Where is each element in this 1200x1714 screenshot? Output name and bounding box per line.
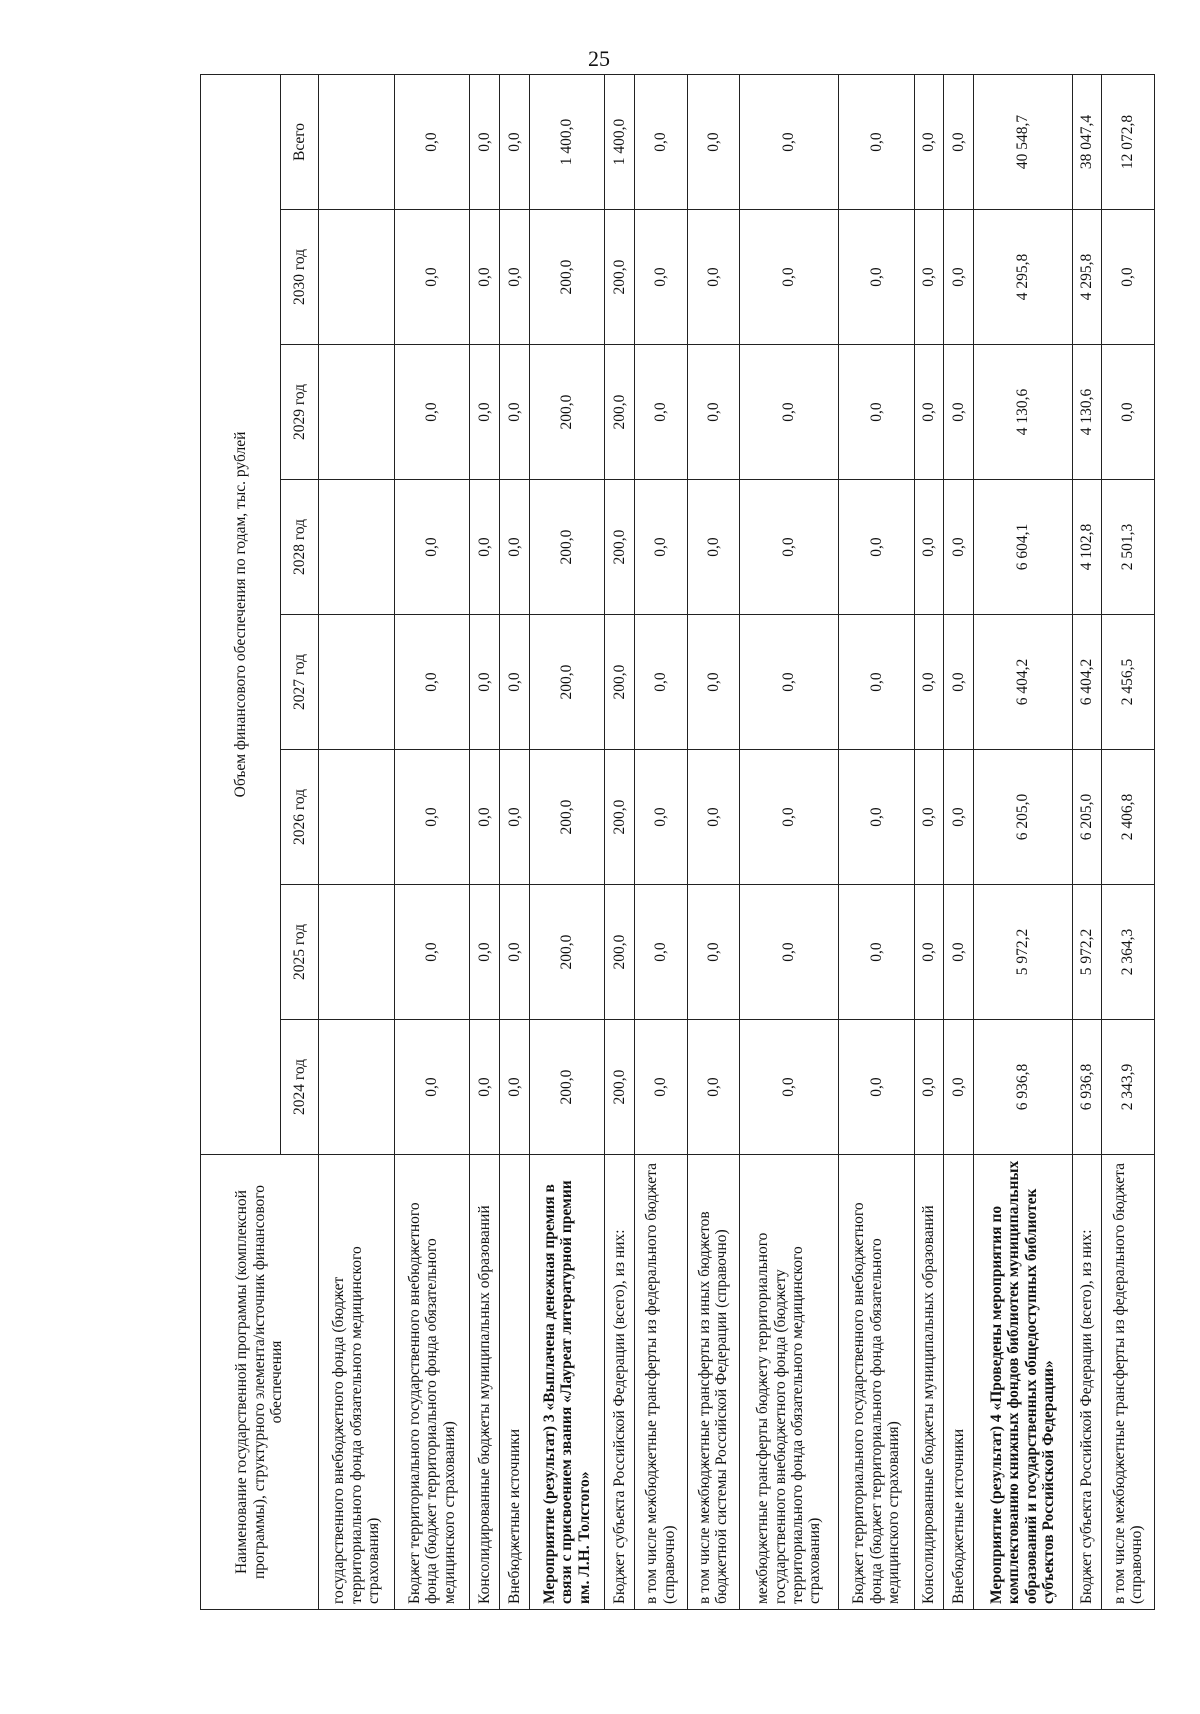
row-value: 6 604,1 xyxy=(973,480,1072,615)
row-value: 0,0 xyxy=(838,1020,914,1155)
row-value: 0,0 xyxy=(634,615,687,750)
row-value: 4 295,8 xyxy=(973,210,1072,345)
row-value: 0,0 xyxy=(634,345,687,480)
row-value: 4 295,8 xyxy=(1072,210,1102,345)
row-value: 40 548,7 xyxy=(973,75,1072,210)
row-value: 6 205,0 xyxy=(973,750,1072,885)
row-value xyxy=(319,75,395,210)
row-value: 0,0 xyxy=(687,345,740,480)
table-row xyxy=(944,75,974,1610)
header-year-3: 2027 год xyxy=(281,615,319,750)
row-value xyxy=(319,210,395,345)
row-value: 0,0 xyxy=(914,1020,944,1155)
row-value: 200,0 xyxy=(529,615,605,750)
row-value: 0,0 xyxy=(499,75,529,210)
row-name: Консолидированные бюджеты муниципальных образований xyxy=(470,1155,500,1610)
row-value: 0,0 xyxy=(914,750,944,885)
row-value xyxy=(319,480,395,615)
table-row xyxy=(319,75,395,1610)
row-value: 0,0 xyxy=(944,345,974,480)
row-value: 2 364,3 xyxy=(1102,885,1155,1020)
row-value: 0,0 xyxy=(499,1020,529,1155)
row-value: 0,0 xyxy=(499,615,529,750)
table-row xyxy=(973,75,1072,1610)
row-value: 6 936,8 xyxy=(973,1020,1072,1155)
funding-table xyxy=(200,74,1155,1610)
row-value: 0,0 xyxy=(634,75,687,210)
row-value: 0,0 xyxy=(1102,345,1155,480)
row-value: 0,0 xyxy=(687,480,740,615)
table-row xyxy=(499,75,529,1610)
row-value: 0,0 xyxy=(470,75,500,210)
row-value xyxy=(319,345,395,480)
row-value: 0,0 xyxy=(394,210,470,345)
row-value: 0,0 xyxy=(740,75,839,210)
row-value: 0,0 xyxy=(394,480,470,615)
row-value: 0,0 xyxy=(394,885,470,1020)
row-name: Консолидированные бюджеты муниципальных образований xyxy=(914,1155,944,1610)
row-value: 1 400,0 xyxy=(529,75,605,210)
row-name: Бюджет субъекта Российской Федерации (всего), из них: xyxy=(1072,1155,1102,1610)
row-value: 0,0 xyxy=(914,885,944,1020)
row-value: 0,0 xyxy=(838,75,914,210)
table-row xyxy=(634,75,687,1610)
row-value: 4 102,8 xyxy=(1072,480,1102,615)
row-value xyxy=(319,615,395,750)
row-value: 0,0 xyxy=(394,75,470,210)
row-value: 0,0 xyxy=(944,1020,974,1155)
row-value: 0,0 xyxy=(838,345,914,480)
row-value: 0,0 xyxy=(687,750,740,885)
page-number: 25 xyxy=(588,46,610,71)
row-name: Внебюджетные источники xyxy=(499,1155,529,1610)
row-value: 0,0 xyxy=(470,210,500,345)
row-value: 5 972,2 xyxy=(973,885,1072,1020)
row-value: 0,0 xyxy=(394,345,470,480)
row-value: 6 404,2 xyxy=(973,615,1072,750)
row-value: 200,0 xyxy=(529,1020,605,1155)
table-row xyxy=(470,75,500,1610)
row-value: 0,0 xyxy=(499,480,529,615)
row-value: 4 130,6 xyxy=(1072,345,1102,480)
row-value: 0,0 xyxy=(914,615,944,750)
row-value: 0,0 xyxy=(740,615,839,750)
row-value: 200,0 xyxy=(529,210,605,345)
row-value: 0,0 xyxy=(838,615,914,750)
row-value: 200,0 xyxy=(529,750,605,885)
row-value: 0,0 xyxy=(914,75,944,210)
row-value: 2 406,8 xyxy=(1102,750,1155,885)
row-name: Бюджет территориального государственного внебюджетного фонда (бюджет территориального фонда обязательного медицинского страхования) xyxy=(394,1155,470,1610)
row-value: 0,0 xyxy=(687,210,740,345)
row-value: 0,0 xyxy=(838,210,914,345)
row-value: 200,0 xyxy=(529,480,605,615)
header-year-4: 2028 год xyxy=(281,480,319,615)
row-value: 0,0 xyxy=(740,885,839,1020)
row-value: 0,0 xyxy=(740,1020,839,1155)
table-row xyxy=(394,75,470,1610)
row-value: 0,0 xyxy=(470,615,500,750)
row-value: 0,0 xyxy=(914,210,944,345)
row-value: 12 072,8 xyxy=(1102,75,1155,210)
row-value: 0,0 xyxy=(740,750,839,885)
row-value xyxy=(319,885,395,1020)
row-value: 0,0 xyxy=(470,480,500,615)
row-value: 0,0 xyxy=(394,615,470,750)
row-value: 200,0 xyxy=(529,345,605,480)
row-value: 0,0 xyxy=(740,345,839,480)
row-value: 1 400,0 xyxy=(605,75,635,210)
row-value: 200,0 xyxy=(605,210,635,345)
row-value: 0,0 xyxy=(740,480,839,615)
row-value: 0,0 xyxy=(470,885,500,1020)
row-value: 38 047,4 xyxy=(1072,75,1102,210)
table-row xyxy=(914,75,944,1610)
row-name: в том числе межбюджетные трансферты из федерального бюджета (справочно) xyxy=(1102,1155,1155,1610)
row-value: 0,0 xyxy=(944,750,974,885)
row-value: 0,0 xyxy=(634,885,687,1020)
row-value: 0,0 xyxy=(944,615,974,750)
row-value: 0,0 xyxy=(499,210,529,345)
row-value: 4 130,6 xyxy=(973,345,1072,480)
row-value: 2 456,5 xyxy=(1102,615,1155,750)
row-value: 0,0 xyxy=(687,1020,740,1155)
row-value: 0,0 xyxy=(944,480,974,615)
row-value: 0,0 xyxy=(944,885,974,1020)
row-value: 200,0 xyxy=(605,750,635,885)
row-value: 0,0 xyxy=(634,480,687,615)
row-value: 0,0 xyxy=(944,75,974,210)
table-row xyxy=(529,75,605,1610)
row-value: 0,0 xyxy=(740,210,839,345)
row-value: 0,0 xyxy=(499,750,529,885)
row-value: 0,0 xyxy=(470,1020,500,1155)
header-volume-title: Объем финансового обеспечения по годам, тыс. рублей xyxy=(201,75,281,1155)
row-value xyxy=(319,750,395,885)
row-value: 2 501,3 xyxy=(1102,480,1155,615)
table-row xyxy=(1102,75,1155,1610)
row-name: в том числе межбюджетные трансферты из иных бюджетов бюджетной системы Российской Федерации (справочно) xyxy=(687,1155,740,1610)
table-header xyxy=(201,75,319,1610)
row-value: 0,0 xyxy=(634,1020,687,1155)
header-year-1: 2025 год xyxy=(281,885,319,1020)
header-year-2: 2026 год xyxy=(281,750,319,885)
row-value: 6 936,8 xyxy=(1072,1020,1102,1155)
row-name: Мероприятие (результат) 4 «Проведены мероприятия по комплектованию книжных фондов библиотек муниципальных образований и государственных общедоступных библиотек субъектов Российской Федерации» xyxy=(973,1155,1072,1610)
row-value: 0,0 xyxy=(634,750,687,885)
row-value: 0,0 xyxy=(499,345,529,480)
row-value: 0,0 xyxy=(838,750,914,885)
row-value: 0,0 xyxy=(914,345,944,480)
row-value: 0,0 xyxy=(838,480,914,615)
row-value: 6 205,0 xyxy=(1072,750,1102,885)
row-value: 0,0 xyxy=(634,210,687,345)
table-row xyxy=(1072,75,1102,1610)
row-value: 5 972,2 xyxy=(1072,885,1102,1020)
header-name-column: Наименование государственной программы (комплексной программы), структурного элемента/источник финансового обеспечения xyxy=(201,1155,319,1610)
row-value: 0,0 xyxy=(394,1020,470,1155)
row-value: 0,0 xyxy=(687,75,740,210)
row-value: 200,0 xyxy=(605,480,635,615)
table-row xyxy=(605,75,635,1610)
table-row xyxy=(838,75,914,1610)
row-value: 0,0 xyxy=(470,750,500,885)
rotated-page-wrapper xyxy=(200,75,1155,1610)
header-year-0: 2024 год xyxy=(281,1020,319,1155)
row-value: 0,0 xyxy=(499,885,529,1020)
row-name: Бюджет субъекта Российской Федерации (всего), из них: xyxy=(605,1155,635,1610)
row-value: 200,0 xyxy=(605,1020,635,1155)
table-body xyxy=(319,75,1155,1610)
table-row xyxy=(687,75,740,1610)
row-value: 6 404,2 xyxy=(1072,615,1102,750)
row-value: 0,0 xyxy=(394,750,470,885)
row-name: Внебюджетные источники xyxy=(944,1155,974,1610)
row-value: 0,0 xyxy=(470,345,500,480)
row-value: 2 343,9 xyxy=(1102,1020,1155,1155)
row-name: Бюджет территориального государственного внебюджетного фонда (бюджет территориального фонда обязательного медицинского страхования) xyxy=(838,1155,914,1610)
row-value: 200,0 xyxy=(605,885,635,1020)
row-name: государственного внебюджетного фонда (бюджет территориального фонда обязательного медицинского страхования) xyxy=(319,1155,395,1610)
row-value: 200,0 xyxy=(529,885,605,1020)
row-value: 0,0 xyxy=(914,480,944,615)
row-value xyxy=(319,1020,395,1155)
header-year-6: 2030 год xyxy=(281,210,319,345)
row-value: 0,0 xyxy=(687,615,740,750)
header-year-5: 2029 год xyxy=(281,345,319,480)
row-value: 0,0 xyxy=(1102,210,1155,345)
row-value: 0,0 xyxy=(944,210,974,345)
row-value: 200,0 xyxy=(605,615,635,750)
funding-table-sheet xyxy=(200,75,1155,1610)
row-name: Мероприятие (результат) 3 «Выплачена денежная премия в связи с присвоением звания «Лауреат литературной премии им. Л.Н. Толстого» xyxy=(529,1155,605,1610)
header-year-7: Всего xyxy=(281,75,319,210)
row-name: в том числе межбюджетные трансферты из федерального бюджета (справочно) xyxy=(634,1155,687,1610)
row-value: 200,0 xyxy=(605,345,635,480)
row-value: 0,0 xyxy=(838,885,914,1020)
row-value: 0,0 xyxy=(687,885,740,1020)
row-name: межбюджетные трансферты бюджету территориального государственного внебюджетного фонда (бюджету территориального фонда обязательного медицинского страхования) xyxy=(740,1155,839,1610)
table-row xyxy=(740,75,839,1610)
